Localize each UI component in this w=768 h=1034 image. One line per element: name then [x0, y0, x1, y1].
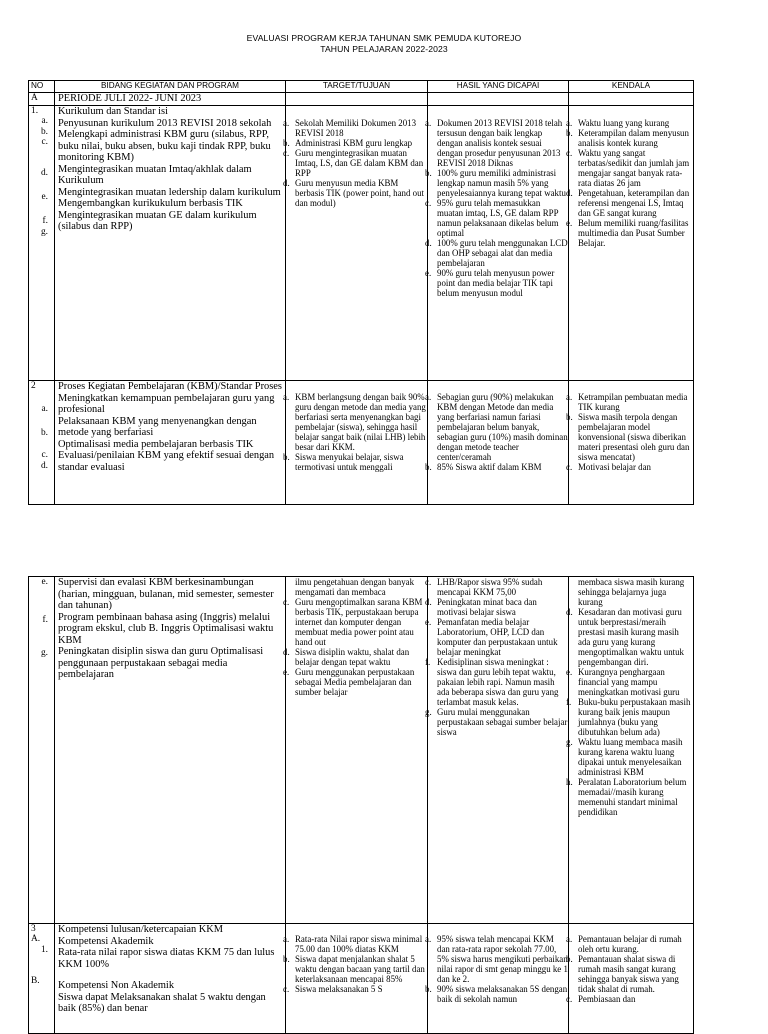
item-label: d.: [425, 597, 432, 607]
header-target: TARGET/TUJUAN: [286, 81, 428, 93]
row-number: 3: [31, 924, 36, 934]
list-item: [566, 954, 693, 994]
item-text: Pembiasaan dan: [578, 994, 636, 1004]
item-label: e.: [425, 617, 432, 627]
target-cell: [283, 924, 428, 1034]
list-item: Mengintegrasikan muatan GE dalam kurikulum (silabus dan RPP): [58, 209, 257, 232]
list-item: [566, 994, 693, 1004]
item-text: Siswa dapat menjalankan shalat 5 waktu dengan bacaan yang tartil dan keterlaksanaan mencapai 85%: [295, 954, 425, 984]
list-item: [566, 128, 693, 148]
list-item: [425, 238, 568, 268]
list-item: Melengkapi administrasi KBM guru (silabus, RPP, buku nilai, buku absen, buku kaji tindak RPP, buku monitoring KBM): [58, 129, 271, 163]
kendala-cell: [566, 381, 694, 505]
list-item: [566, 934, 693, 954]
list-item: Mengembangkan kurikukulum berbasis TIK: [58, 198, 243, 209]
item-label: b.: [566, 954, 573, 964]
evaluation-table-page-1: [28, 80, 694, 505]
period-number: A: [29, 93, 55, 106]
item-text: Sebagian guru (90%) melakukan KBM dengan Metode dan media yang berfariasi namun fariasi pembelajaran belum banyak, sebagian guru (10%) masih dominan dengan metode teacher center/ceramah: [437, 392, 568, 462]
item-text: Guru mengintegrasikan muatan Imtaq, LS, dan GE dalam KBM dan RPP: [295, 148, 424, 178]
item-text: 90% siswa melaksanakan 5S dengan baik di sekolah namun: [437, 984, 568, 1004]
item-label: g.: [566, 737, 573, 747]
item-text: Guru mulai menggunakan perpustakaan sebagai sumber belajar siswa: [437, 707, 568, 737]
list-item: Siswa dapat Melaksanakan shalat 5 waktu dengan baik (85%) dan benar: [58, 991, 266, 1014]
item-text: 90% guru telah menyusun power point dan media belajar TIK tapi belum menyusun modul: [437, 268, 555, 298]
item-text: Siswa masih terpola dengan pembelajaran model konvensional (siswa diberikan materi presentasi oleh guru dan siswa mencatat): [578, 412, 690, 462]
item-text: Pemantauan shalat siswa di rumah masih sangat kurang sehingga banyak siswa yang tidak shalat di rumah.: [578, 954, 679, 994]
list-item: Mengintegrasikan muatan ledership dalam kurikulum: [58, 186, 281, 198]
list-item: [566, 462, 693, 472]
list-item: [569, 577, 693, 607]
bidang-cell: [55, 924, 286, 1034]
item-label: d.: [425, 238, 432, 248]
item-text: Waktu luang yang kurang: [578, 118, 670, 128]
item-label: c.: [425, 198, 432, 208]
list-item: Penyusunan kurikulum 2013 REVISI 2018 sekolah: [58, 117, 272, 129]
item-label: f.: [566, 697, 572, 707]
row-number-cell: [29, 106, 55, 381]
list-item: [425, 984, 568, 1004]
kendala-cell: [566, 106, 694, 381]
item-text: Guru menyusun media KBM berbasis TIK (power point, hand out dan modul): [295, 178, 424, 208]
list-item: [425, 118, 568, 168]
item-letter: 1.: [40, 944, 48, 955]
item-letter: f.: [42, 615, 48, 626]
list-item: Rata-rata nilai rapor siswa diatas KKM 75 dan lulus KKM 100%: [58, 947, 275, 970]
list-item: [566, 697, 693, 737]
item-text: Administrasi KBM guru lengkap: [295, 138, 413, 148]
list-item: [283, 934, 427, 954]
item-letter: d.: [40, 167, 48, 178]
bidang-cell: [55, 381, 286, 505]
list-item: [425, 597, 568, 617]
hasil-cell: [425, 577, 569, 924]
item-label: a.: [566, 934, 573, 944]
item-label: a.: [425, 118, 432, 128]
item-label: b.: [283, 138, 290, 148]
header-kendala: KENDALA: [569, 81, 694, 93]
item-text: Dokumen 2013 REVISI 2018 telah tersusun dengan baik lengkap dengan analisis kontek sesuai dengan prosedur penyusunan 2013 REVISI 2018 Diknas: [437, 118, 563, 168]
item-letter: c.: [41, 450, 48, 461]
item-label: d.: [566, 607, 573, 617]
item-label: b.: [283, 452, 290, 462]
list-item: Program pembinaan bahasa asing (Inggris) melalui program ekskul, club B. Inggris Optimalisasi waktu KBM: [58, 611, 274, 646]
item-text: Ketrampilan pembuatan media TIK kurang: [578, 392, 688, 412]
list-item: Kompetensi Non Akademik: [58, 980, 175, 991]
list-item: [566, 777, 693, 817]
item-letter: g.: [40, 647, 48, 658]
list-item: [425, 617, 568, 657]
list-item: [566, 737, 693, 777]
list-item: [425, 392, 568, 462]
list-item: [425, 707, 568, 737]
item-text: Rata-rata Nilai rapor siswa minimal 75.00 dan 100% diatas KKM: [295, 934, 423, 954]
item-label: a.: [283, 392, 290, 402]
item-letter: e.: [41, 577, 48, 587]
list-item: Supervisi dan evalasi KBM berkesinambungan (harian, mingguan, bulanan, mid semester, semester dan tahunan): [58, 577, 274, 611]
item-label: e.: [566, 667, 573, 677]
list-item: [425, 934, 568, 984]
item-label: c.: [566, 148, 573, 158]
item-text: Pengetahuan, keterampilan dan referensi mengenai LS, Imtaq dan GE sangat kurang: [578, 188, 690, 218]
table-row: [29, 381, 694, 505]
item-letter: d.: [40, 460, 48, 471]
list-item: Kompetensi lulusan/ketercapaian KKM: [58, 924, 224, 935]
item-label: b.: [566, 128, 573, 138]
item-label: c.: [283, 984, 290, 994]
list-item: [283, 667, 427, 697]
table-row: [29, 106, 694, 381]
item-text: Kurangnya penghargaan financial yang mampu meningkatkan motivasi guru: [578, 667, 680, 697]
bidang-cell: [55, 577, 286, 924]
item-text: 95% siswa telah mencapai KKM dan rata-rata rapor sekolah 77.00, 5% siswa harus mengikuti perbaikan nilai rapor di smt genap minggu ke 1 dan ke 2.: [437, 934, 568, 984]
item-label: b.: [425, 168, 432, 178]
item-text: Motivasi belajar dan: [578, 462, 651, 472]
header-bidang: BIDANG KEGIATAN DAN PROGRAM: [55, 81, 286, 93]
list-item: [283, 647, 427, 667]
list-item: [425, 577, 568, 597]
item-text: Kesadaran dan motivasi guru untuk berprestasi/meraih prestasi masih kurang masih ada guru yang kurang mengoptimalkan waktu untuk pengembangan diri.: [578, 607, 684, 667]
list-item: [566, 118, 693, 128]
item-letter: B.: [31, 976, 40, 987]
item-label: b.: [283, 954, 290, 964]
item-text: Siswa disiplin waktu, shalat dan belajar dengan tepat waktu: [295, 647, 410, 667]
period-row: [29, 93, 694, 106]
list-item: [283, 138, 427, 148]
item-text: Siswa melaksanakan 5 S: [295, 984, 383, 994]
header-hasil: HASIL YANG DICAPAI: [428, 81, 569, 93]
list-item: [283, 954, 427, 984]
item-label: a.: [425, 934, 432, 944]
item-label: a.: [283, 934, 290, 944]
item-text: KBM berlangsung dengan baik 90% guru dengan metode dan media yang berfariasi serta menyenangkan bagi pembelajar (siswa), sehingga hasil belajar sangat baik (nilai LHB) lebih besar dari KKM.: [295, 392, 426, 452]
list-item: [566, 148, 693, 188]
item-text: Kedisiplinan siswa meningkat : siswa dan guru lebih tepat waktu, pakaian lebih rapi. Namun masih ada beberapa siswa dan guru yang terlambat masuk kelas.: [437, 657, 559, 707]
list-item: [566, 218, 693, 248]
list-item: [425, 268, 568, 298]
item-label: h.: [566, 777, 573, 787]
list-item: Mengintegrasikan muatan Imtaq/akhlak dalam Kurikulum: [58, 163, 252, 186]
item-label: [283, 577, 295, 597]
list-item: Evaluasi/penilaian KBM yang efektif sesuai dengan standar evaluasi: [58, 450, 275, 473]
item-text: 100% guru telah menggunakan LCD dan OHP sebagai alat dan media pembelajaran: [437, 238, 568, 268]
row-number-cell: [29, 577, 55, 924]
item-label: c.: [566, 994, 573, 1004]
item-label: a.: [283, 118, 290, 128]
list-item: [283, 178, 427, 208]
period-label: PERIODE JULI 2022- JUNI 2023: [55, 93, 286, 106]
item-label: g.: [425, 707, 432, 717]
item-label: e.: [425, 268, 432, 278]
list-item: [425, 462, 568, 472]
item-label: d.: [283, 178, 290, 188]
item-letter: c.: [41, 137, 48, 148]
item-text: Pemantauan belajar di rumah oleh ortu kurang.: [578, 934, 682, 954]
kendala-cell: [566, 577, 694, 924]
item-text: ilmu pengetahuan dengan banyak mengamati dan membaca: [295, 577, 415, 597]
table-row: [29, 577, 694, 924]
list-item: [283, 452, 427, 472]
item-text: Guru menggunakan perpustakaan sebagai Media pembelajaran dan sumber belajar: [295, 667, 415, 697]
item-letter: b.: [40, 126, 48, 137]
item-text: Pemanfatan media belajar Laboratorium, OHP, LCD dan komputer dan perpustakaan untuk belajar meningkat: [437, 617, 558, 657]
list-item: [283, 392, 427, 452]
hasil-cell: [425, 924, 569, 1034]
list-item: [425, 198, 568, 238]
item-text: Belum memiliki ruang/fasilitas multimedia dan Pusat Sumber Belajar.: [578, 218, 689, 248]
item-text: Guru mengoptimalkan sarana KBM berbasis TIK, perpustakaan berupa internet dan komputer dengan membuat media power point atau hand out: [295, 597, 423, 647]
list-item: [283, 984, 427, 994]
item-text: LHB/Rapor siswa 95% sudah mencapai KKM 75,00: [437, 577, 543, 597]
header-no: NO: [29, 81, 55, 93]
list-item: [286, 577, 427, 597]
target-cell: [283, 381, 428, 505]
item-letter: a.: [41, 404, 48, 415]
list-item: [425, 168, 568, 198]
item-label: d.: [283, 647, 290, 657]
list-item: Pelaksanaan KBM yang menyenangkan dengan metode yang berfariasi: [58, 415, 257, 438]
row-number: 2: [31, 381, 36, 391]
item-label: c.: [566, 462, 573, 472]
item-label: c.: [283, 597, 290, 607]
list-item: [566, 188, 693, 218]
item-label: e.: [283, 667, 290, 677]
target-cell: [283, 106, 428, 381]
item-label: c.: [283, 148, 290, 158]
bidang-cell: [55, 106, 286, 381]
list-item: [566, 667, 693, 697]
list-item: [283, 148, 427, 178]
item-text: 100% guru memiliki administrasi lengkap namun masih 5% yang penyelesaiannya kurang tepat waktu: [437, 168, 566, 198]
item-letter: b.: [40, 427, 48, 438]
item-letter: A.: [31, 934, 41, 945]
item-text: Waktu luang membaca masih kurang karena waktu luang dipakai untuk menyelesaikan administrasi KBM: [578, 737, 683, 777]
document-title-line-2: TAHUN PELAJARAN 2022-2023: [320, 44, 448, 54]
item-letter: a.: [41, 116, 48, 127]
table-header-row: [29, 81, 694, 93]
document-title-line-1: EVALUASI PROGRAM KERJA TAHUNAN SMK PEMUDA KUTOREJO: [246, 33, 522, 43]
row-number-cell: [29, 381, 55, 505]
item-text: Waktu yang sangat terbatas/sedikit dan jumlah jam mengajar sangat banyak rata-rata diatas 26 jam: [578, 148, 690, 188]
hasil-cell: [425, 106, 569, 381]
item-label: e.: [566, 218, 573, 228]
kendala-cell: [566, 924, 694, 1034]
list-item: Peningkatan disiplin siswa dan guru Optimalisasi penggunaan perpustakaan sebagai media pembelajaran: [58, 646, 264, 680]
hasil-cell: [425, 381, 569, 505]
list-item: [283, 597, 427, 647]
item-text: Peningkatan minat baca dan motivasi belajar siswa: [437, 597, 537, 617]
list-item: [566, 412, 693, 462]
item-text: 85% Siswa aktif dalam KBM: [437, 462, 542, 472]
item-text: Siswa menyukai belajar, siswa termotivasi untuk menggali: [295, 452, 404, 472]
list-item: [283, 118, 427, 138]
item-text: Sekolah Memiliki Dokumen 2013 REVISI 2018: [295, 118, 417, 138]
item-text: Peralatan Laboratorium belum memadai//masih kurang memenuhi standart minimal pendidikan: [578, 777, 687, 817]
item-label: [566, 577, 578, 607]
table-row: [29, 924, 694, 1034]
list-item: Optimalisasi media pembelajaran berbasis TIK: [58, 438, 254, 450]
target-cell: [283, 577, 428, 924]
item-text: Keterampilan dalam menyusun analisis kontek kurang: [578, 128, 689, 148]
list-item: Kompetensi Akademik: [58, 935, 154, 947]
item-label: c.: [425, 577, 432, 587]
item-label: f.: [425, 657, 431, 667]
row-number-cell: [29, 924, 55, 1034]
item-letter: e.: [41, 192, 48, 203]
item-label: d.: [566, 188, 573, 198]
item-label: a.: [566, 118, 573, 128]
item-text: Buku-buku perpustakaan masih kurang baik jenis maupun jumlahnya (buku yang dibutuhkan belum ada): [578, 697, 691, 737]
item-text: membaca siswa masih kurang sehingga belajarnya juga kurang: [578, 577, 685, 607]
item-label: a.: [425, 392, 432, 402]
evaluation-table-page-2: [28, 576, 694, 1034]
list-item: [425, 657, 568, 707]
list-item: Meningkatkan kemampuan pembelajaran guru yang profesional: [58, 392, 275, 415]
item-letter: g.: [40, 226, 48, 237]
item-letter: f.: [42, 216, 48, 227]
list-item: [566, 607, 693, 667]
item-text: 95% guru telah memasukkan muatan imtaq, LS, GE dalam RPP namun pelaksanaan dikelas belum optimal: [437, 198, 559, 238]
item-label: a.: [566, 392, 573, 402]
item-label: b.: [425, 462, 432, 472]
list-item: [566, 392, 693, 412]
list-item: Kurikulum dan Standar isi: [58, 106, 168, 117]
item-label: b.: [425, 984, 432, 994]
item-label: b.: [566, 412, 573, 422]
row-number: 1.: [31, 106, 39, 116]
list-item: Proses Kegiatan Pembelajaran (KBM)/Standar Proses: [58, 381, 282, 392]
